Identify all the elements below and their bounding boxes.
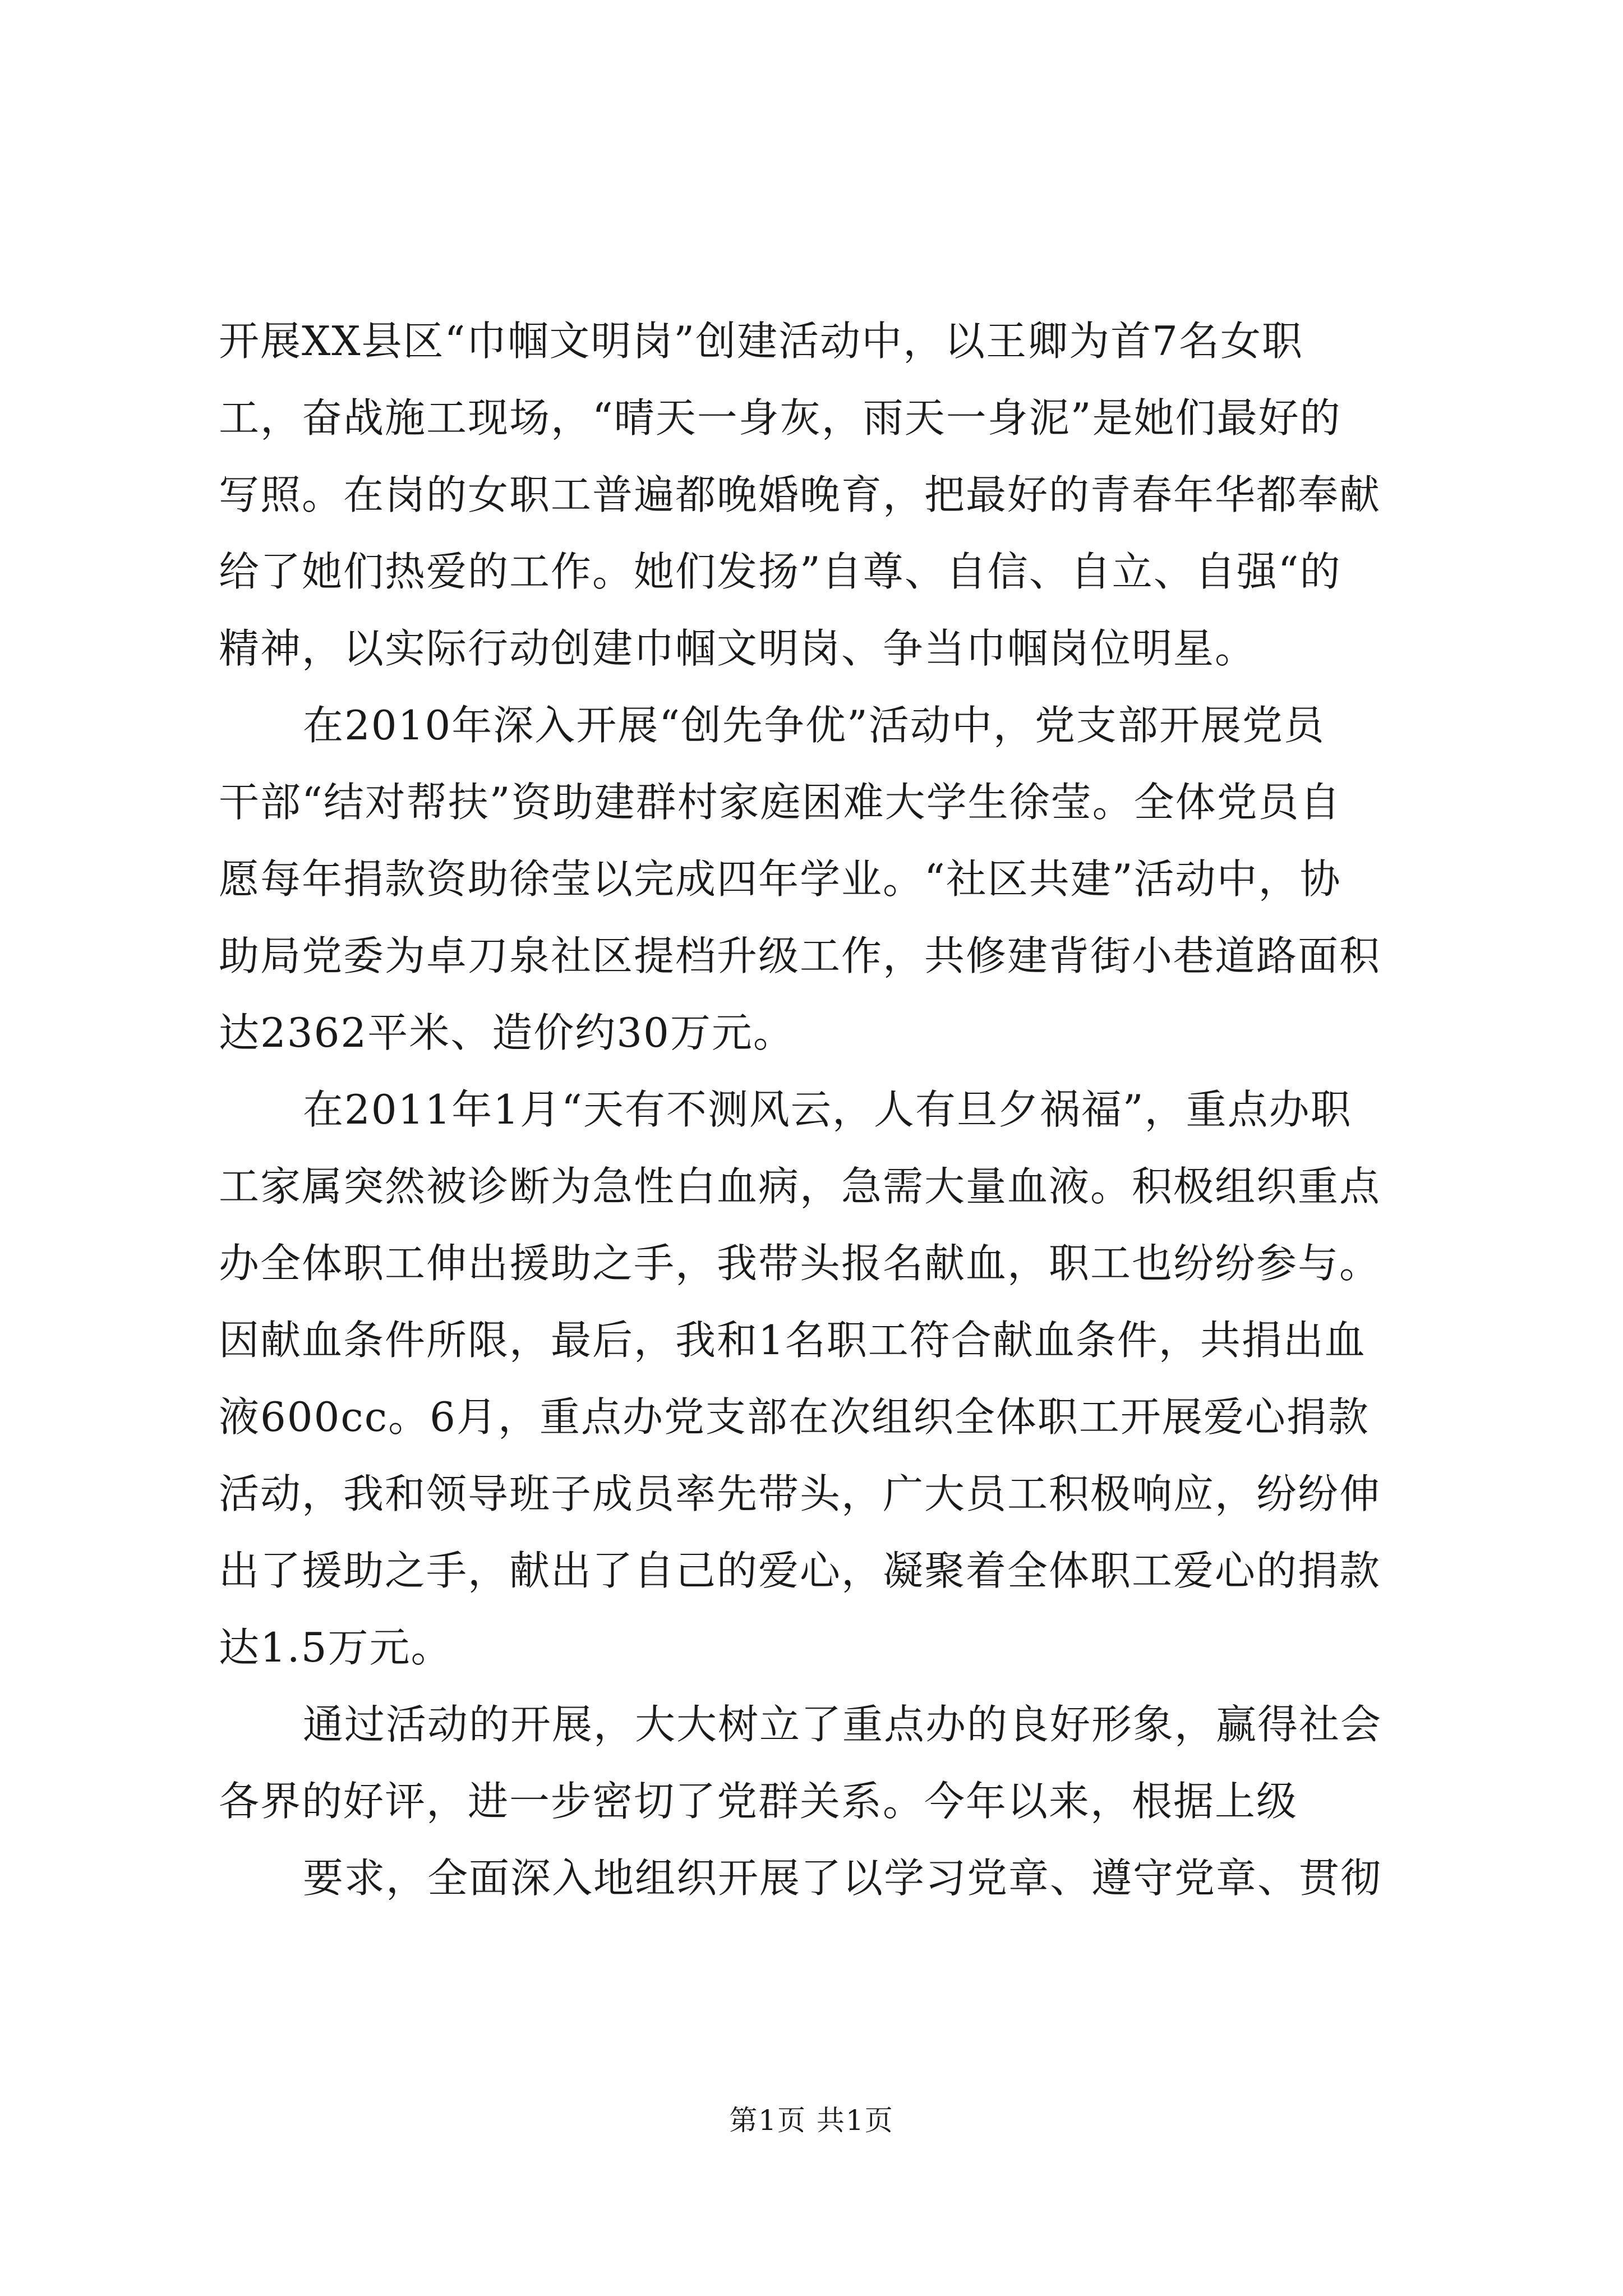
text-line: 通过活动的开展，大大树立了重点办的良好形象，赢得社会 — [303, 1701, 1382, 1748]
paragraph-4 — [219, 1686, 1419, 1840]
text-line: 出了援助之手，献出了自己的爱心，凝聚着全体职工爱心的捐款 — [219, 1547, 1381, 1594]
text-line: 愿每年捐款资助徐莹以完成四年学业。“社区共建”活动中，协 — [219, 855, 1341, 903]
text-line: 写照。在岗的女职工普遍都晚婚晚育，把最好的青春年华都奉献 — [219, 471, 1381, 518]
paragraph-2 — [219, 687, 1419, 1071]
text-line: 液600cc。6月，重点办党支部在次组织全体职工开展爱心捐款 — [219, 1393, 1370, 1441]
text-line: 办全体职工伸出援助之手，我带头报名献血，职工也纷纷参与。 — [219, 1240, 1381, 1287]
text-line: 精神，以实际行动创建巾帼文明岗、争当巾帼岗位明星。 — [219, 625, 1257, 672]
paragraph-3 — [219, 1071, 1419, 1686]
text-line: 在2010年深入开展“创先争优”活动中，党支部开展党员 — [303, 702, 1325, 749]
paragraph-5 — [219, 1840, 1419, 1917]
text-line: 助局党委为卓刀泉社区提档升级工作，共修建背街小巷道路面积 — [219, 932, 1381, 979]
text-line: 给了她们热爱的工作。她们发扬”自尊、自信、自立、自强“的 — [219, 548, 1341, 595]
text-line: 要求，全面深入地组织开展了以学习党章、遵守党章、贯彻 — [303, 1855, 1382, 1902]
text-line: 活动，我和领导班子成员率先带头，广大员工积极响应，纷纷伸 — [219, 1470, 1381, 1517]
text-line: 工家属突然被诊断为急性白血病，急需大量血液。积极组织重点 — [219, 1163, 1381, 1210]
text-line: 开展XX县区“巾帼文明岗”创建活动中，以王卿为首7名女职 — [219, 318, 1303, 365]
text-line: 达2362平米、造价约30万元。 — [219, 1009, 795, 1056]
page-footer — [0, 2098, 1623, 2138]
text-line: 干部“结对帮扶”资助建群村家庭困难大学生徐莹。全体党员自 — [219, 779, 1341, 826]
text-line: 在2011年1月“天有不测风云，人有旦夕祸福”，重点办职 — [303, 1086, 1352, 1133]
text-line: 因献血条件所限，最后，我和1名职工符合献血条件，共捐出血 — [219, 1317, 1366, 1364]
paragraph-1 — [219, 303, 1419, 687]
page-number-label: 第1页 共1页 — [729, 2104, 894, 2137]
text-line: 达1.5万元。 — [219, 1624, 453, 1671]
document-body — [219, 303, 1419, 1917]
text-line: 工，奋战施工现场，“晴天一身灰，雨天一身泥”是她们最好的 — [219, 394, 1341, 441]
text-line: 各界的好评，进一步密切了党群关系。今年以来，根据上级 — [219, 1778, 1298, 1825]
